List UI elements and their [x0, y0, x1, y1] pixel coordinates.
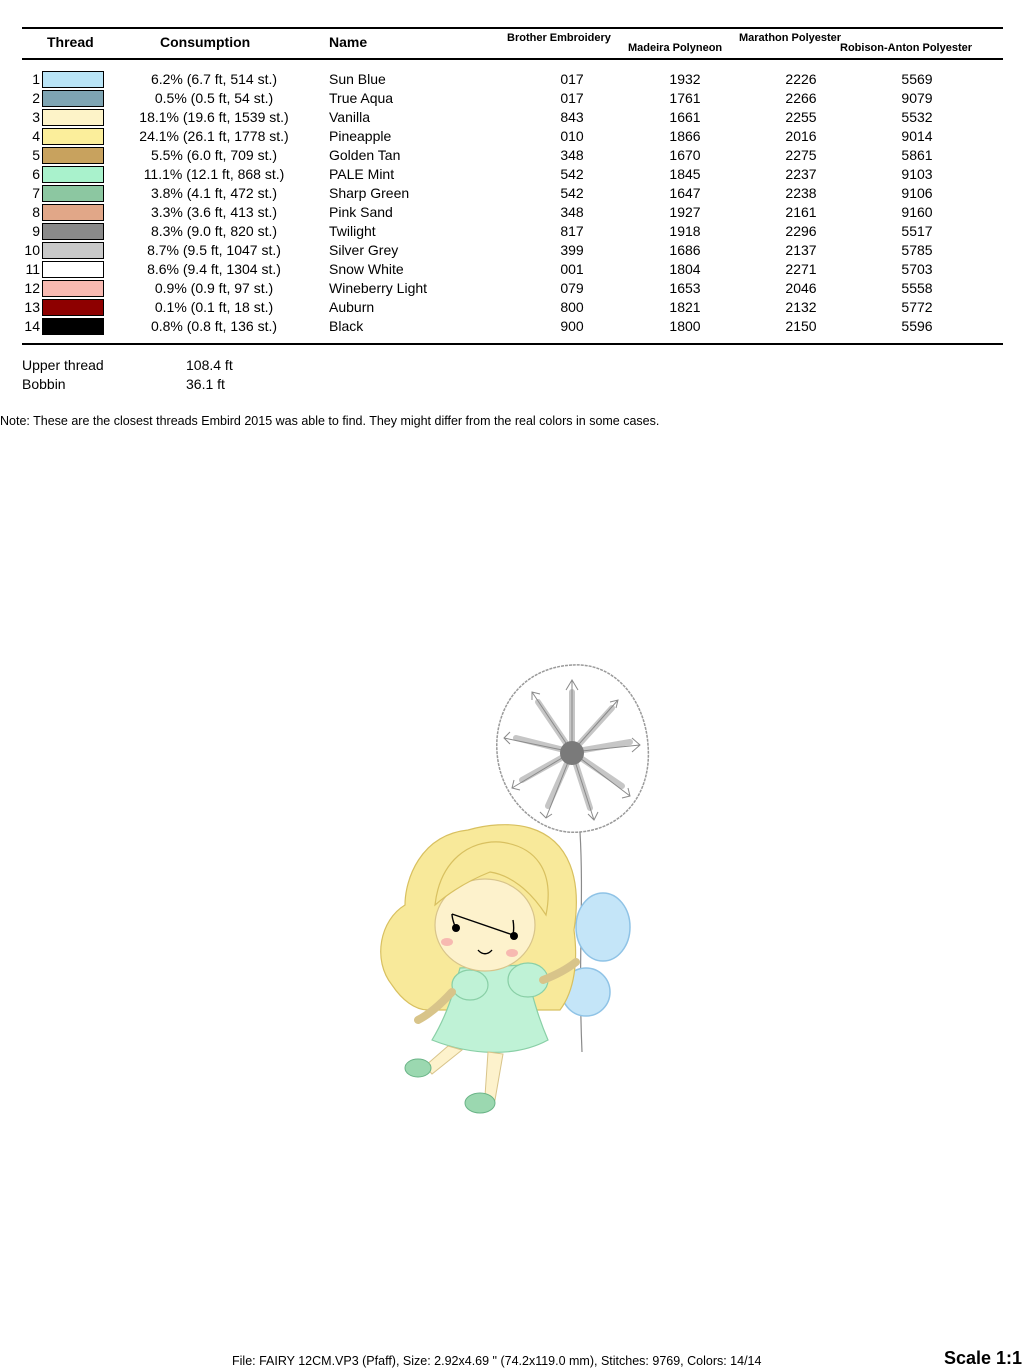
thread-name: PALE Mint	[329, 166, 395, 182]
robison-code: 5558	[901, 280, 933, 296]
robison-code: 5569	[901, 71, 933, 87]
thread-name: Golden Tan	[329, 147, 401, 163]
robison-code: 9103	[901, 166, 933, 182]
thread-name: Auburn	[329, 299, 375, 315]
madeira-code: 1932	[669, 71, 701, 87]
thread-number: 11	[25, 261, 40, 277]
madeira-code: 1845	[669, 166, 701, 182]
madeira-code: 1661	[669, 109, 701, 125]
thread-number: 10	[24, 242, 40, 258]
thread-consumption: 0.8% (0.8 ft, 136 st.)	[150, 318, 278, 334]
file-info-footer: File: FAIRY 12CM.VP3 (Pfaff), Size: 2.92x4.69 " (74.2x119.0 mm), Stitches: 9769, Colors: 14/14	[232, 1354, 762, 1368]
upper-thread-label: Upper thread	[22, 357, 104, 373]
robison-code: 9160	[901, 204, 933, 220]
thread-consumption: 0.1% (0.1 ft, 18 st.)	[154, 299, 274, 315]
madeira-code: 1821	[669, 299, 701, 315]
thread-number: 12	[24, 280, 40, 296]
thread-consumption: 0.5% (0.5 ft, 54 st.)	[154, 90, 274, 106]
brother-code: 817	[560, 223, 584, 239]
brother-code: 800	[560, 299, 584, 315]
marathon-code: 2137	[785, 242, 817, 258]
madeira-code: 1686	[669, 242, 701, 258]
thread-name: Sharp Green	[329, 185, 410, 201]
thread-consumption: 5.5% (6.0 ft, 709 st.)	[150, 147, 278, 163]
marathon-code: 2255	[785, 109, 817, 125]
thread-consumption: 24.1% (26.1 ft, 1778 st.)	[139, 128, 289, 144]
robison-code: 5532	[901, 109, 933, 125]
thread-consumption: 3.3% (3.6 ft, 413 st.)	[150, 204, 278, 220]
thread-name: Twilight	[329, 223, 376, 239]
marathon-code: 2275	[785, 147, 817, 163]
brother-code: 843	[560, 109, 584, 125]
marathon-code: 2237	[785, 166, 817, 182]
thread-number: 4	[32, 128, 40, 144]
marathon-code: 2161	[785, 204, 817, 220]
thread-number: 13	[24, 299, 40, 315]
robison-code: 5517	[901, 223, 933, 239]
thread-number: 2	[32, 90, 40, 106]
header-brand-marathon: Marathon Polyester	[739, 32, 842, 44]
thread-number: 1	[32, 71, 40, 87]
thread-number: 14	[24, 318, 40, 334]
brother-code: 348	[560, 147, 584, 163]
madeira-code: 1761	[669, 90, 701, 106]
thread-consumption: 18.1% (19.6 ft, 1539 st.)	[139, 109, 289, 125]
madeira-code: 1804	[669, 261, 701, 277]
thread-number: 8	[32, 204, 40, 220]
thread-number: 3	[32, 109, 40, 125]
header-brand-madeira: Madeira Polyneon	[628, 42, 723, 54]
header-thread: Thread	[47, 34, 94, 50]
thread-number: 6	[32, 166, 40, 182]
robison-code: 5772	[901, 299, 933, 315]
thread-name: Snow White	[329, 261, 404, 277]
robison-code: 5596	[901, 318, 933, 334]
thread-consumption: 6.2% (6.7 ft, 514 st.)	[150, 71, 278, 87]
thread-name: Sun Blue	[329, 71, 386, 87]
brother-code: 010	[560, 128, 584, 144]
brother-code: 017	[560, 90, 584, 106]
madeira-code: 1927	[669, 204, 701, 220]
robison-code: 5785	[901, 242, 933, 258]
bobbin-label: Bobbin	[22, 376, 66, 392]
header-consumption: Consumption	[160, 34, 251, 50]
brother-code: 079	[560, 280, 584, 296]
madeira-code: 1800	[669, 318, 701, 334]
marathon-code: 2046	[785, 280, 817, 296]
thread-number: 5	[32, 147, 40, 163]
thread-name: Wineberry Light	[329, 280, 428, 296]
marathon-code: 2271	[785, 261, 817, 277]
thread-consumption: 11.1% (12.1 ft, 868 st.)	[143, 166, 285, 182]
brother-code: 900	[560, 318, 584, 334]
thread-number: 7	[32, 185, 40, 201]
upper-thread-value: 108.4 ft	[186, 357, 233, 373]
thread-consumption: 0.9% (0.9 ft, 97 st.)	[154, 280, 274, 296]
robison-code: 9106	[901, 185, 933, 201]
brother-code: 542	[560, 185, 584, 201]
madeira-code: 1647	[669, 185, 701, 201]
thread-name: Pink Sand	[329, 204, 393, 220]
marathon-code: 2238	[785, 185, 817, 201]
thread-name: Black	[329, 318, 364, 334]
madeira-code: 1670	[669, 147, 701, 163]
madeira-code: 1866	[669, 128, 701, 144]
brother-code: 542	[560, 166, 584, 182]
robison-code: 9079	[901, 90, 933, 106]
thread-consumption: 8.7% (9.5 ft, 1047 st.)	[147, 242, 281, 258]
brother-code: 399	[560, 242, 584, 258]
thread-consumption: 3.8% (4.1 ft, 472 st.)	[150, 185, 278, 201]
marathon-code: 2150	[785, 318, 817, 334]
madeira-code: 1653	[669, 280, 701, 296]
bobbin-value: 36.1 ft	[186, 376, 225, 392]
thread-name: Pineapple	[329, 128, 392, 144]
scale-label: Scale 1:1	[943, 1348, 1022, 1368]
thread-note: Note: These are the closest threads Embird 2015 was able to find. They might differ from the real colors in some cases.	[0, 414, 660, 428]
marathon-code: 2016	[785, 128, 817, 144]
thread-name: True Aqua	[329, 90, 394, 106]
thread-name: Vanilla	[329, 109, 370, 125]
robison-code: 5703	[901, 261, 933, 277]
header-brand-robison: Robison-Anton Polyester	[840, 42, 973, 54]
marathon-code: 2226	[785, 71, 817, 87]
marathon-code: 2296	[785, 223, 817, 239]
marathon-code: 2266	[785, 90, 817, 106]
marathon-code: 2132	[785, 299, 817, 315]
header-brand-brother: Brother Embroidery	[507, 32, 611, 44]
robison-code: 5861	[901, 147, 933, 163]
thread-consumption: 8.6% (9.4 ft, 1304 st.)	[147, 261, 281, 277]
brother-code: 001	[560, 261, 584, 277]
robison-code: 9014	[901, 128, 933, 144]
header-name: Name	[329, 34, 368, 50]
madeira-code: 1918	[669, 223, 701, 239]
brother-code: 348	[560, 204, 584, 220]
brother-code: 017	[560, 71, 584, 87]
thread-number: 9	[32, 223, 40, 239]
thread-consumption: 8.3% (9.0 ft, 820 st.)	[150, 223, 278, 239]
thread-name: Silver Grey	[329, 242, 399, 258]
